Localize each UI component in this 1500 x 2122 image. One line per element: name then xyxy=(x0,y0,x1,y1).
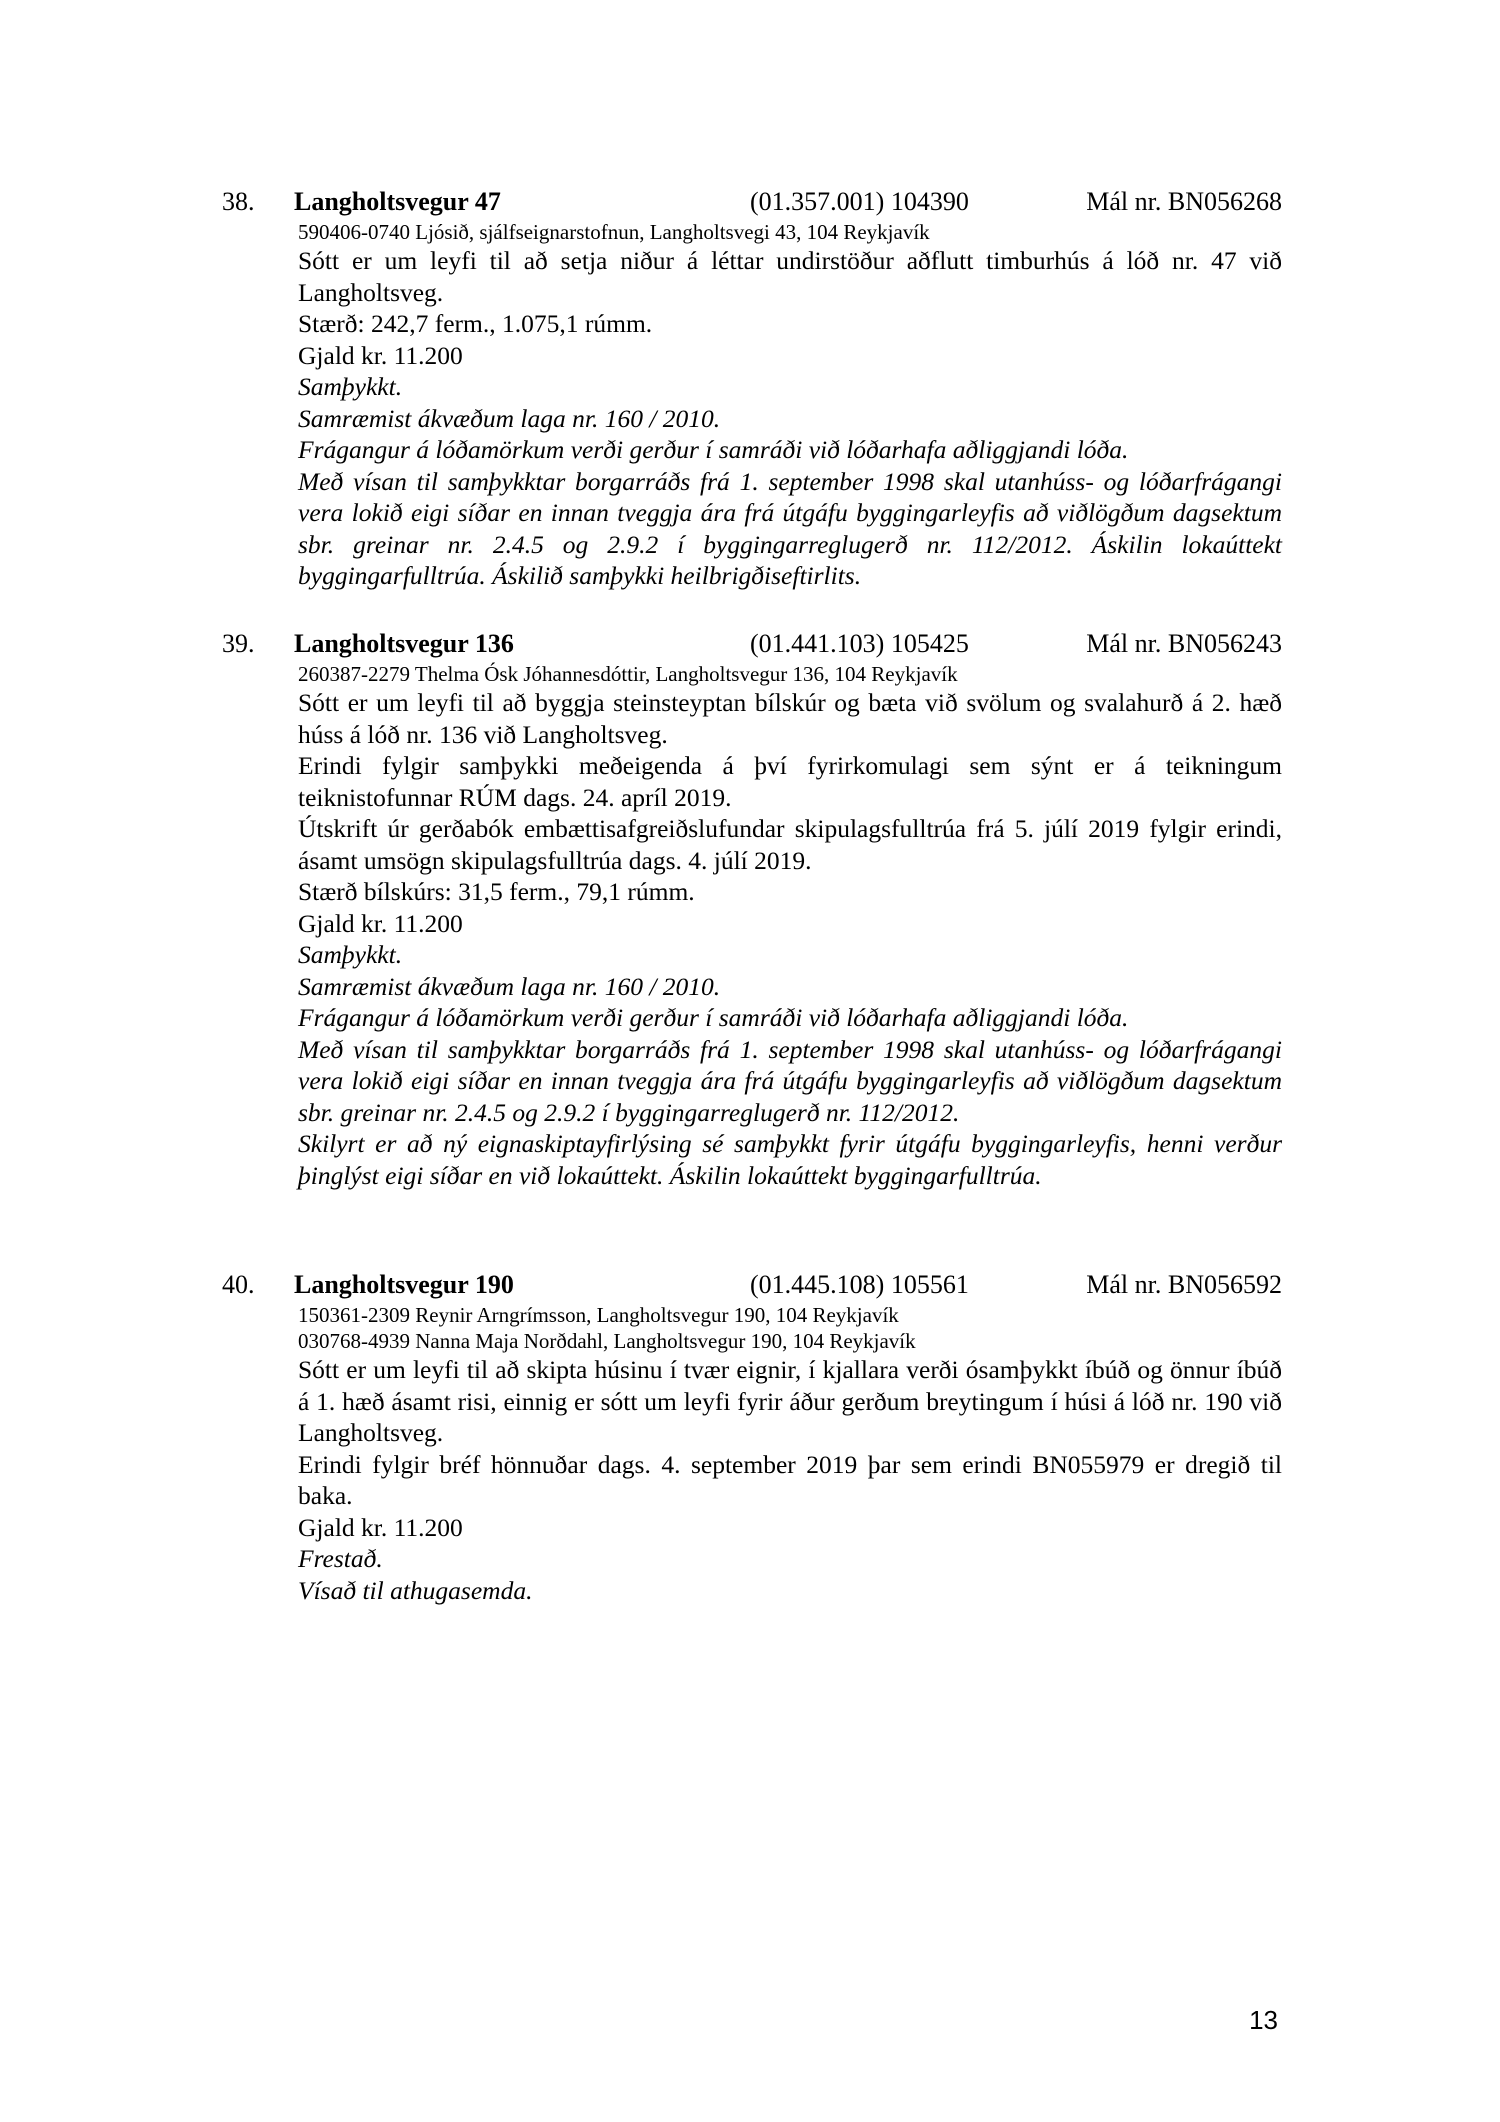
land-id: (01.357.001) 104390 xyxy=(750,187,969,216)
paragraph: Gjald kr. 11.200 xyxy=(298,908,463,938)
entry-number: 40. xyxy=(222,1270,255,1299)
case-entry xyxy=(222,627,1282,1191)
entry-header xyxy=(222,627,1282,661)
paragraph: Stærð: 242,7 ferm., 1.075,1 rúmm. xyxy=(298,309,653,338)
paragraph: Samræmist ákvæðum laga nr. 160 / 2010. xyxy=(298,403,721,433)
entry-number: 39. xyxy=(222,629,255,658)
case-number: Mál nr. BN056243 xyxy=(1086,629,1282,658)
paragraph: Stærð bílskúrs: 31,5 ferm., 79,1 rúmm. xyxy=(298,877,695,906)
decision: Samþykkt. xyxy=(298,940,403,969)
entry-body xyxy=(298,661,1282,1191)
paragraph: Sótt er um leyfi til að byggja steinsteyptan bílskúr og bæta við svölum og svalahurð á 2. hæð húss á lóð nr. 136 við Langholtsveg. xyxy=(298,688,1282,749)
paragraph: Frágangur á lóðamörkum verði gerður í samráði við lóðarhafa aðliggjandi lóða. xyxy=(298,1003,1129,1032)
entry-header xyxy=(222,1268,1282,1302)
paragraph: Gjald kr. 11.200 xyxy=(298,340,463,370)
entry-number: 38. xyxy=(222,187,255,216)
case-entry xyxy=(222,185,1282,592)
case-number: Mál nr. BN056268 xyxy=(1086,187,1282,216)
applicant-line: 030768-4939 Nanna Maja Norðdahl, Langholtsvegur 190, 104 Reykjavík xyxy=(298,1329,916,1353)
paragraph: Frágangur á lóðamörkum verði gerður í samráði við lóðarhafa aðliggjandi lóða. xyxy=(298,435,1129,464)
decision: Frestað. xyxy=(298,1544,383,1573)
paragraph: Með vísan til samþykktar borgarráðs frá 1. september 1998 skal utanhúss- og lóðarfrágangi vera lokið eigi síðar en innan tveggja ára frá útgáfu byggingarleyfis að viðlögðum dagsektum sbr. greinar nr. 2.4.5 og 2.9.2 í byggingarreglugerð nr. 112/2012. Áskilin lokaúttekt byggingarfulltrúa. Áskilið samþykki heilbrigðiseftirlits. xyxy=(298,466,1282,590)
case-number: Mál nr. BN056592 xyxy=(1086,1270,1282,1299)
paragraph: Skilyrt er að ný eignaskiptayfirlýsing sé samþykkt fyrir útgáfu byggingarleyfis, henni verður þinglýst eigi síðar en við lokaúttekt. Áskilin lokaúttekt byggingarfulltrúa. xyxy=(298,1129,1282,1190)
land-id: (01.441.103) 105425 xyxy=(750,629,969,658)
case-entry xyxy=(222,1268,1282,1606)
street-address: Langholtsvegur 136 xyxy=(294,629,514,658)
paragraph: Útskrift úr gerðabók embættisafgreiðslufundar skipulagsfulltrúa frá 5. júlí 2019 fylgir erindi, ásamt umsögn skipulagsfulltrúa dags. 4. júlí 2019. xyxy=(298,814,1282,875)
decision: Samþykkt. xyxy=(298,372,403,401)
applicant-line: 590406-0740 Ljósið, sjálfseignarstofnun, Langholtsvegi 43, 104 Reykjavík xyxy=(298,220,930,244)
land-id: (01.445.108) 105561 xyxy=(750,1270,969,1299)
paragraph: Erindi fylgir samþykki meðeigenda á því fyrirkomulagi sem sýnt er á teikningum teiknistofunnar RÚM dags. 24. apríl 2019. xyxy=(298,751,1282,812)
applicant-line: 260387-2279 Thelma Ósk Jóhannesdóttir, Langholtsvegur 136, 104 Reykjavík xyxy=(298,662,958,686)
street-address: Langholtsvegur 190 xyxy=(294,1270,514,1299)
paragraph: Vísað til athugasemda. xyxy=(298,1575,533,1605)
entry-header xyxy=(222,185,1282,219)
street-address: Langholtsvegur 47 xyxy=(294,187,501,216)
paragraph: Sótt er um leyfi til að setja niður á léttar undirstöður aðflutt timburhús á lóð nr. 47 við Langholtsveg. xyxy=(298,246,1282,307)
applicant-line: 150361-2309 Reynir Arngrímsson, Langholtsvegur 190, 104 Reykjavík xyxy=(298,1303,899,1327)
paragraph: Með vísan til samþykktar borgarráðs frá 1. september 1998 skal utanhúss- og lóðarfrágangi vera lokið eigi síðar en innan tveggja ára frá útgáfu byggingarleyfis að viðlögðum dagsektum sbr. greinar nr. 2.4.5 og 2.9.2 í byggingarreglugerð nr. 112/2012. xyxy=(298,1034,1282,1127)
page-number: 13 xyxy=(1249,2005,1278,2035)
paragraph: Erindi fylgir bréf hönnuðar dags. 4. september 2019 þar sem erindi BN055979 er dregið til baka. xyxy=(298,1449,1282,1510)
paragraph: Gjald kr. 11.200 xyxy=(298,1512,463,1542)
paragraph: Sótt er um leyfi til að skipta húsinu í tvær eignir, í kjallara verði ósamþykkt íbúð og önnur íbúð á 1. hæð ásamt risi, einnig er sótt um leyfi fyrir áður gerðum breytingum í húsi á lóð nr. 190 við Langholtsveg. xyxy=(298,1355,1282,1447)
paragraph: Samræmist ákvæðum laga nr. 160 / 2010. xyxy=(298,971,721,1001)
entry-body xyxy=(298,219,1282,592)
entry-body xyxy=(298,1302,1282,1606)
